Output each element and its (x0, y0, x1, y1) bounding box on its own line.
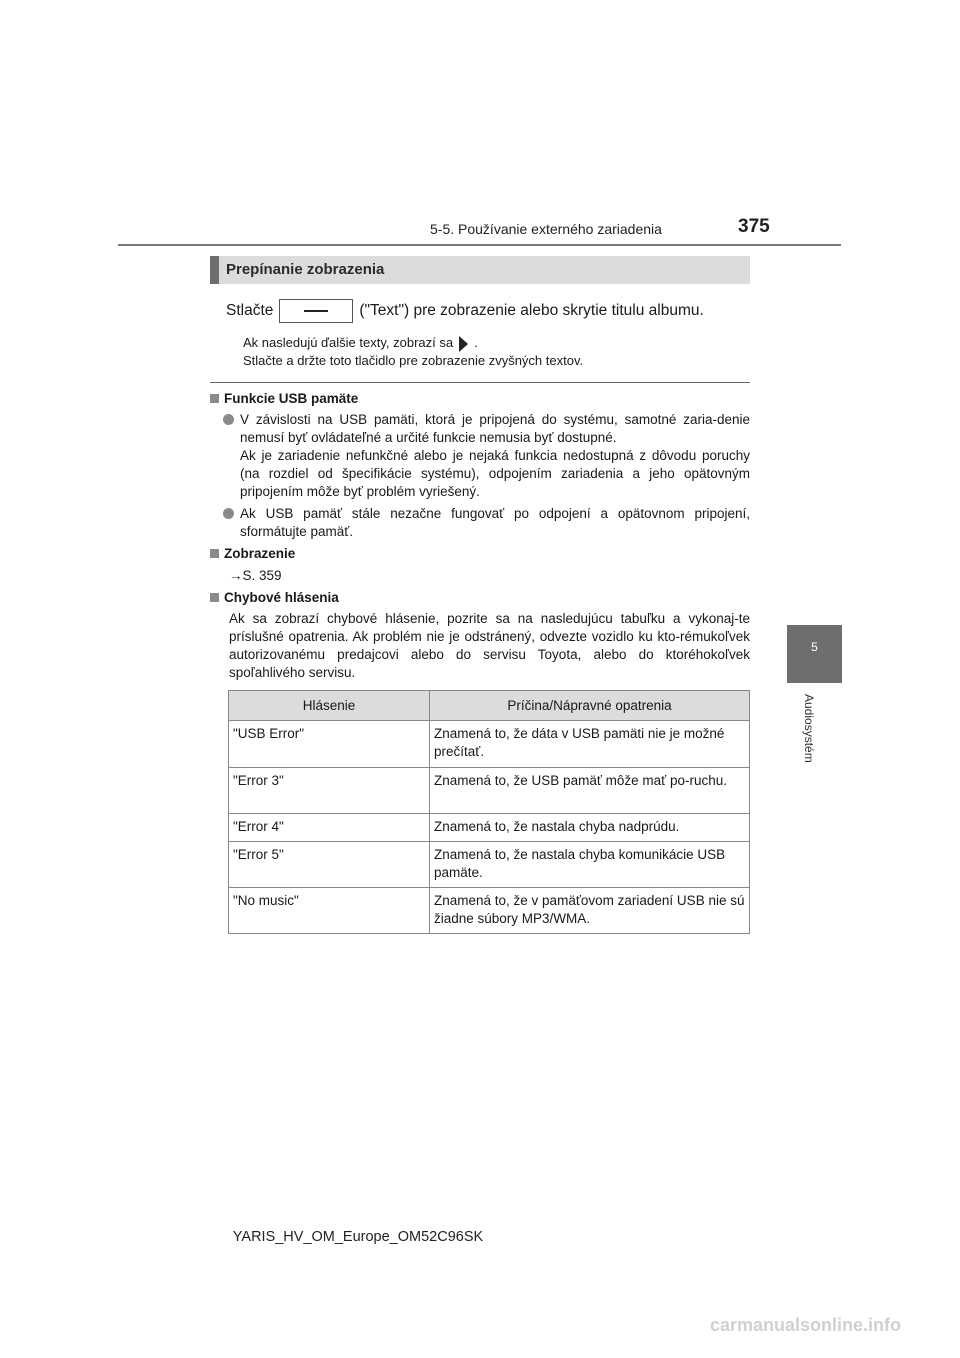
table-cell-cause: Znamená to, že nastala chyba nadprúdu. (430, 814, 750, 842)
table-cell-message: "USB Error" (229, 721, 430, 768)
usb-functions-title: Funkcie USB pamäte (224, 391, 359, 406)
section-heading-bar (210, 256, 219, 284)
section-heading-text: Prepínanie zobrazenia (226, 261, 385, 278)
error-messages-title: Chybové hlásenia (224, 590, 339, 605)
text-button-icon (279, 299, 353, 323)
error-messages-table (228, 690, 750, 934)
display-page-reference: →S. 359 (229, 568, 282, 583)
page-number: 375 (738, 216, 770, 237)
table-header-cause: Príčina/Nápravné opatrenia (430, 691, 750, 721)
section-heading (210, 256, 750, 284)
table-header-row (229, 691, 750, 721)
step-suffix: ("Text") pre zobrazenie alebo skrytie titulu albumu. (359, 302, 704, 320)
square-bullet-icon (210, 394, 219, 403)
error-messages-intro: Ak sa zobrazí chybové hlásenie, pozrite sa na nasledujúcu tabuľku a vykonaj-te príslušné opatrenia. Ak problém nie je odstránený, odvezte vozidlo ku kto-rémukoľvek autorizovanému predajcovi alebo do servisu Toyota, alebo do ktoréhokoľvek spoľahlivého servisu. (229, 611, 750, 680)
circle-bullet-icon (223, 414, 234, 425)
chapter-tab (787, 625, 842, 683)
note-line-1-suffix: . (474, 335, 478, 350)
error-messages-heading (210, 590, 339, 605)
table-header-message: Hlásenie (229, 691, 430, 721)
table-cell-message: "Error 3" (229, 768, 430, 814)
section-divider (210, 382, 750, 383)
header-rule (118, 244, 841, 246)
note-line-1-prefix: Ak nasledujú ďalšie texty, zobrazí sa (243, 335, 454, 350)
square-bullet-icon (210, 549, 219, 558)
step-prefix: Stlačte (226, 302, 274, 320)
circle-bullet-icon (223, 508, 234, 519)
running-header-section: 5-5. Používanie externého zariadenia (430, 221, 662, 237)
table-row (229, 721, 750, 768)
table-cell-message: "Error 5" (229, 842, 430, 888)
usb-bullet-2-text: Ak USB pamäť stále nezačne fungovať po odpojení a opätovnom pripojení, sformátujte pamäť. (240, 506, 750, 539)
table-cell-cause: Znamená to, že v pamäťovom zariadení USB nie sú žiadne súbory MP3/WMA. (430, 888, 750, 934)
table-row (229, 768, 750, 814)
table-cell-cause: Znamená to, že dáta v USB pamäti nie je možné prečítať. (430, 721, 750, 768)
step-instruction (226, 299, 704, 323)
table-cell-message: "Error 4" (229, 814, 430, 842)
usb-bullet-1b-text: Ak je zariadenie nefunkčné alebo je nejaká funkcia nedostupná z dôvodu poruchy (na rozdiel od špecifikácie systému), odpojením zariadenia a jeho opätovným pripojením môže byť problém vyriešený. (240, 448, 750, 499)
table-row (229, 842, 750, 888)
note-line-1 (243, 335, 478, 352)
document-footer-code: YARIS_HV_OM_Europe_OM52C96SK (232, 1229, 484, 1245)
table-cell-cause: Znamená to, že nastala chyba komunikácie USB pamäte. (430, 842, 750, 888)
square-bullet-icon (210, 593, 219, 602)
table-row (229, 888, 750, 934)
table-cell-cause: Znamená to, že USB pamäť môže mať po-ruchu. (430, 768, 750, 814)
display-heading (210, 546, 295, 561)
note-line-2: Stlačte a držte toto tlačidlo pre zobrazenie zvyšných textov. (243, 353, 584, 368)
usb-bullet-2 (223, 505, 750, 541)
watermark-text: carmanualsonline.info (710, 1315, 902, 1335)
table-row (229, 814, 750, 842)
more-text-arrow-icon (459, 336, 468, 352)
usb-functions-heading (210, 391, 358, 406)
chapter-tab-number: 5 (811, 640, 818, 654)
chapter-tab-label: Audiosystém (802, 694, 816, 763)
usb-bullet-1 (223, 411, 750, 501)
usb-bullet-1-text: V závislosti na USB pamäti, ktorá je pripojená do systému, samotné zaria-denie nemusí byť ovládateľné a určité funkcie nemusia byť dostupné. (240, 412, 750, 445)
table-cell-message: "No music" (229, 888, 430, 934)
display-title: Zobrazenie (224, 546, 296, 561)
